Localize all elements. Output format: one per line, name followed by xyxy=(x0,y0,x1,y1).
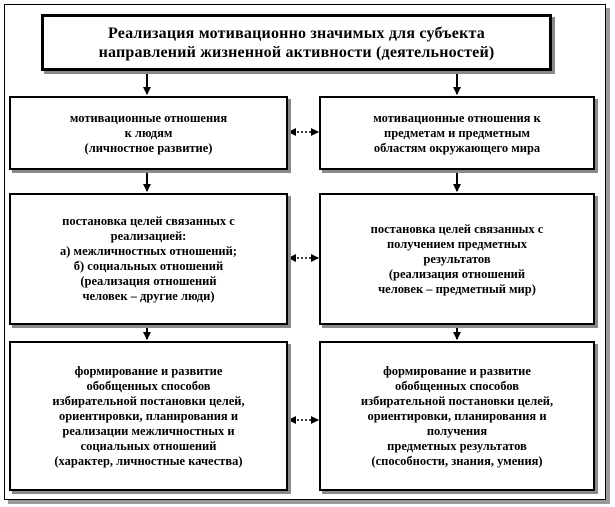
box-text-line: избирательной постановки целей, xyxy=(52,393,245,408)
box-text-line: получением предметных xyxy=(386,236,527,251)
right-motivation-box xyxy=(319,96,595,170)
box-text-line: формирование и развитие xyxy=(383,363,531,378)
box-text-line: (реализация отношений xyxy=(388,266,526,281)
box-text-line: обобщенных способов xyxy=(394,378,520,393)
box-text-line: избирательной постановки целей, xyxy=(360,393,554,408)
box-text-line: а) межличностных отношений; xyxy=(60,244,237,258)
box-text-line: б) социальных отношений xyxy=(73,259,224,273)
box-text-line: формирование и развитие xyxy=(74,363,223,378)
box-text-line: (способности, знания, умения) xyxy=(371,453,543,468)
right-formation-box xyxy=(319,341,595,491)
box-text-line: реализации межличностных и xyxy=(62,423,235,438)
box-text-line: постановка целей связанных с xyxy=(370,221,544,236)
box-text-line: областям окружающего мира xyxy=(373,140,541,155)
right-goal-setting-box xyxy=(319,193,595,325)
box-text-line: мотивационные отношения xyxy=(69,110,228,125)
box-text-line: реализацией: xyxy=(110,229,187,243)
left-goal-setting-box xyxy=(9,193,288,325)
left-formation-box xyxy=(9,341,288,491)
box-text-line: человек – предметный мир) xyxy=(378,281,536,296)
box-text-line: предметных результатов xyxy=(387,438,527,453)
box-text-line: (характер, личностные качества) xyxy=(54,453,243,468)
box-text-line: мотивационные отношения к xyxy=(373,110,541,125)
box-text-line: постановка целей связанных с xyxy=(62,214,235,228)
box-text-line: социальных отношений xyxy=(80,438,217,453)
box-text-line: ориентировки, планирования и xyxy=(367,408,547,423)
title-line: направлений жизненной активности (деятельностей) xyxy=(98,43,495,61)
box-text-line: ориентировки, планирования и xyxy=(58,408,239,423)
left-motivation-box xyxy=(9,96,288,170)
box-text-line: результатов xyxy=(423,251,491,266)
box-text-line: (реализация отношений xyxy=(80,274,217,288)
diagram-title-box xyxy=(41,14,552,71)
box-text-line: (личностное развитие) xyxy=(84,140,213,155)
box-text-line: предметам и предметным xyxy=(384,125,530,140)
box-text-line: обобщенных способов xyxy=(86,378,211,393)
box-text-line: человек – другие люди) xyxy=(82,289,215,303)
box-text-line: получения xyxy=(426,423,488,438)
title-line: Реализация мотивационно значимых для субъекта xyxy=(108,24,485,42)
box-text-line: к людям xyxy=(124,125,173,140)
